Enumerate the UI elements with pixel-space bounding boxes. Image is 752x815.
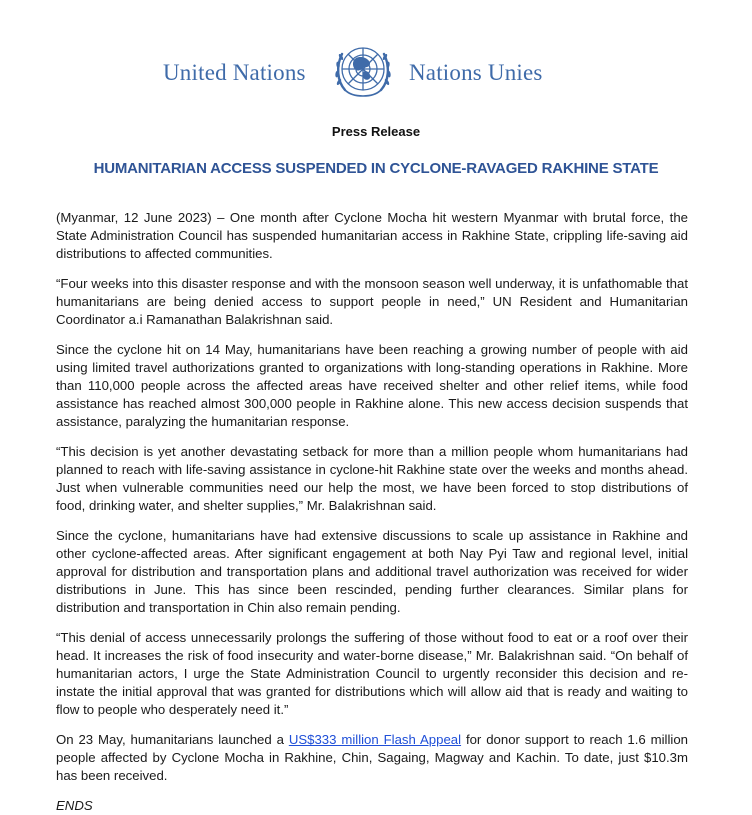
- paragraph: “Four weeks into this disaster response and with the monsoon season well underway, it is unfathomable that humanitarians are being denied access to support people in need,” UN Resident and Humanitarian Coordinator a.i Ramanathan Balakrishnan said.: [56, 276, 688, 327]
- letterhead-french: Nations Unies: [409, 60, 543, 85]
- ends-marker: ENDS: [56, 798, 93, 813]
- paragraph: “This decision is yet another devastating setback for more than a million people whom humanitarians had planned to reach with life-saving assistance in cyclone-hit Rakhine state over the weeks and months ahead. Just when vulnerable communities need our help the most, we have been forced to stop distributions of food, drinking water, and shelter supplies,” Mr. Balakrishnan said.: [56, 444, 688, 513]
- closing-text-before-link: On 23 May, humanitarians launched a: [56, 732, 289, 747]
- press-release-body: [56, 209, 688, 815]
- paragraph: “This denial of access unnecessarily prolongs the suffering of those without food to eat or a roof over their head. It increases the risk of food insecurity and water-borne disease,” Mr. Balakrishnan said. “On behalf of humanitarian actors, I urge the State Administration Council to urgently reconsider this decision and re-instate the initial approval that was granted for distributions which will allow aid that is ready and waiting to flow to people who desperately need it.”: [56, 630, 688, 717]
- paragraph: Since the cyclone hit on 14 May, humanitarians have been reaching a growing number of people with aid using limited travel authorizations granted to organizations with long-standing operations in Rakhine. More than 110,000 people across the affected areas have received shelter and other relief items, while food assistance has reached almost 300,000 people in Rakhine alone. This new access decision suspends that assistance, paralyzing the humanitarian response.: [56, 342, 688, 429]
- flash-appeal-link[interactable]: US$333 million Flash Appeal: [288, 732, 462, 747]
- letterhead-english: United Nations: [163, 60, 306, 85]
- un-emblem-icon: [328, 38, 398, 108]
- closing-text-after-link: for donor support to reach 1.6 million people affected by Cyclone Mocha in Rakhine, Chin, Sagaing, Magway and Kachin. To date, just $10.3m has been received.: [56, 732, 688, 783]
- press-release-headline: HUMANITARIAN ACCESS SUSPENDED IN CYCLONE-RAVAGED RAKHINE STATE: [93, 160, 659, 177]
- paragraph: Since the cyclone, humanitarians have had extensive discussions to scale up assistance in Rakhine and other cyclone-affected areas. After significant engagement at both Nay Pyi Taw and regional level, initial approval for distribution and transportation plans and additional travel authorization was received for wider distributions in June. This has since been rescinded, pending further clearances. Similar plans for distribution and transportation in Chin also remain pending.: [56, 528, 688, 615]
- letterhead: [0, 38, 752, 118]
- document-type-label: Press Release: [331, 124, 421, 139]
- paragraph: (Myanmar, 12 June 2023) – One month after Cyclone Mocha hit western Myanmar with brutal force, the State Administration Council has suspended humanitarian access in Rakhine State, crippling life-saving aid distributions to affected communities.: [56, 210, 688, 261]
- closing-paragraph: [56, 731, 688, 785]
